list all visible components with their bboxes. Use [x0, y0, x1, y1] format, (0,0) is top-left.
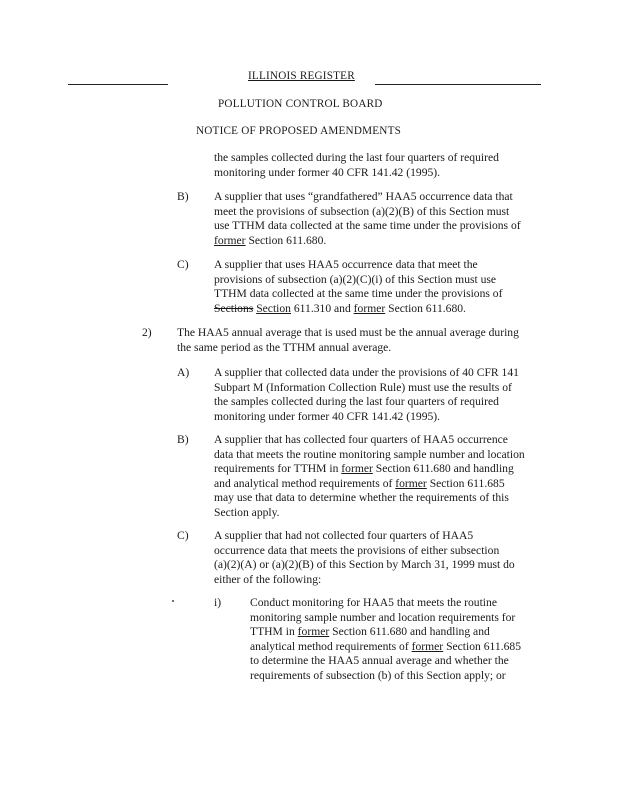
notice-title: NOTICE OF PROPOSED AMENDMENTS — [196, 125, 402, 137]
item-label: A) — [177, 366, 190, 379]
continuation-text: the samples collected during the last four quarters of required monitoring under former 40 CFR 141.42 (1995). — [214, 151, 499, 179]
board-title: POLLUTION CONTROL BOARD — [218, 98, 383, 110]
item-label: B) — [177, 190, 189, 203]
scan-speck — [172, 600, 174, 602]
item-2b-text: A supplier that has collected four quarters of HAA5 occurrence data that meets the routine monitoring sample number and location requirements for TTHM in former Section 611.680 and handling and analytical method requirements of former Section 611.685 may use that data to determine whether the requirements of this Section apply. — [214, 433, 525, 519]
item-label: B) — [177, 433, 189, 446]
item-label: i) — [214, 596, 222, 609]
header-rule-right — [375, 84, 541, 85]
item-label: 2) — [142, 326, 152, 339]
item-1b-text: A supplier that uses “grandfathered” HAA5 occurrence data that meet the provisions of subsection (a)(2)(B) of this Section must use TTHM data collected at the same time under the provisions of former Section 611.680. — [214, 190, 521, 247]
header-rule-left — [68, 84, 168, 85]
item-label: C) — [177, 529, 189, 542]
item-2c-text: A supplier that had not collected four quarters of HAA5 occurrence data that meets the provisions of either subsection (a)(2)(A) or (a)(2)(B) of this Section by March 31, 1999 must do either of the following: — [214, 529, 515, 586]
item-2-text: The HAA5 annual average that is used must be the annual average during the same period as the TTHM annual average. — [177, 326, 519, 354]
item-label: C) — [177, 258, 189, 271]
register-title: ILLINOIS REGISTER — [248, 70, 355, 82]
item-1c-text: A supplier that uses HAA5 occurrence data that meet the provisions of subsection (a)(2)(C)(i) of this Section must use TTHM data collected at the same time under the provisions of Sections Section 611.310 and former Section 611.680. — [214, 258, 503, 315]
item-2ci-text: Conduct monitoring for HAA5 that meets the routine monitoring sample number and location requirements for TTHM in former Section 611.680 and handling and analytical method requirements of former Section 611.685 to determine the HAA5 annual average and whether the requirements of subsection (b) of this Section apply; or — [250, 596, 521, 682]
item-2a-text: A supplier that collected data under the provisions of 40 CFR 141 Subpart M (Information Collection Rule) must use the results of the samples collected during the last four quarters of required monitoring under former 40 CFR 141.42 (1995). — [214, 366, 519, 423]
